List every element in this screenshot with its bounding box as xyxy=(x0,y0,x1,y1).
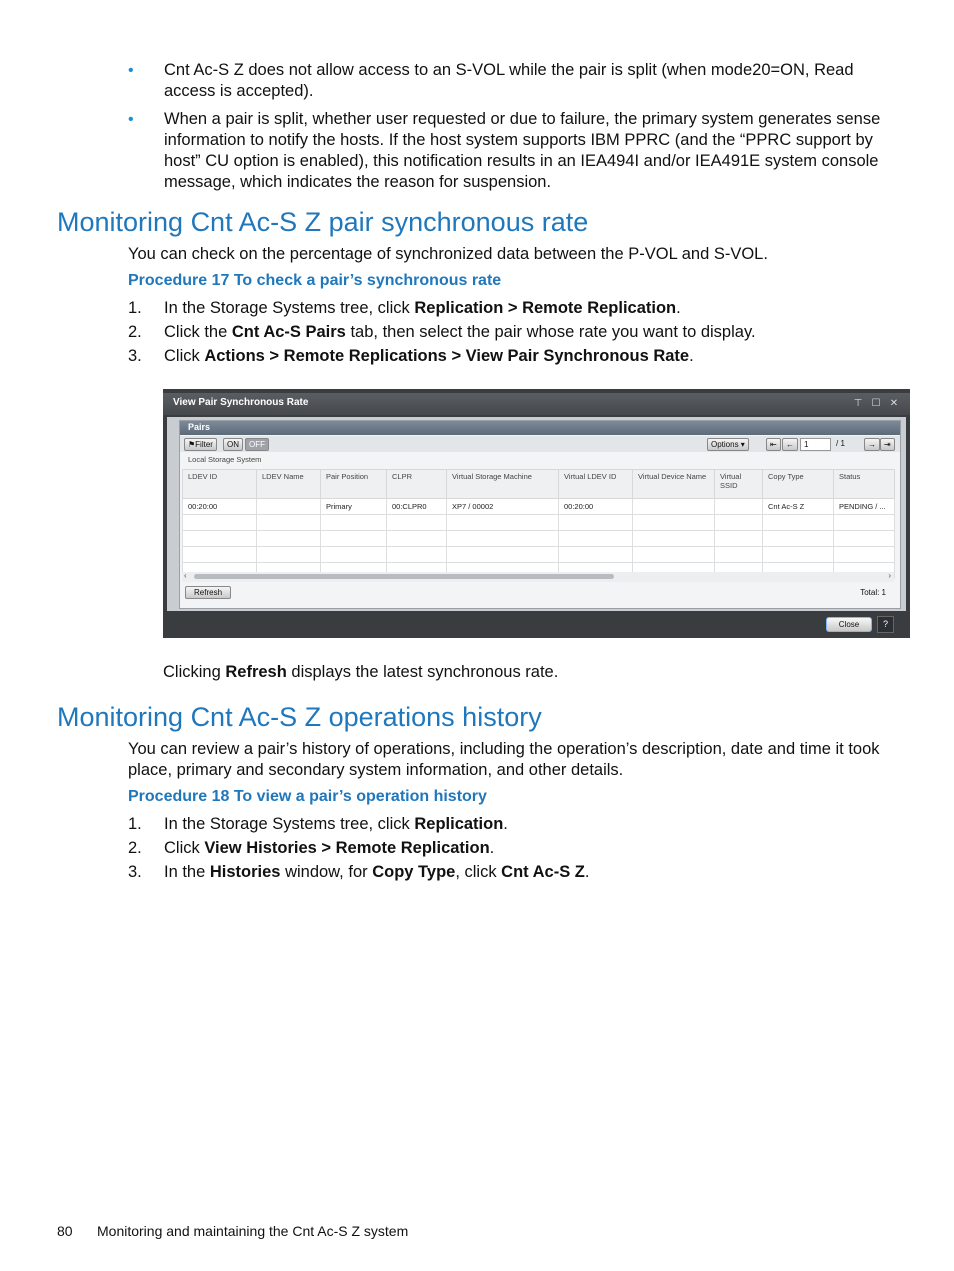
table-cell: Cnt Ac-S Z xyxy=(763,499,834,515)
scrollbar-thumb[interactable] xyxy=(194,574,614,579)
table-cell: Primary xyxy=(321,499,387,515)
bullet-list xyxy=(128,60,888,200)
first-page-icon[interactable]: ⇤ xyxy=(766,438,781,451)
column-header[interactable]: CLPR xyxy=(387,470,447,499)
table-header-row xyxy=(183,470,895,499)
table-cell xyxy=(257,499,321,515)
bullet-item: • When a pair is split, whether user requested or due to failure, the primary system generates sense information to notify the hosts. If the host system supports IBM PPRC (and the “PPRC support by host” CU option is enabled), this notification results in an IEA494I and/or IEA491E system console message, which indicates the reason for suspension. xyxy=(128,110,881,191)
section-intro: You can review a pair’s history of operations, including the operation’s description, date and time it took place, primary and secondary system information, and other details. xyxy=(128,740,880,779)
column-header[interactable]: Pair Position xyxy=(321,470,387,499)
help-icon[interactable]: ? xyxy=(877,616,894,633)
procedure-title: Procedure 17 To check a pair’s synchronous rate xyxy=(128,272,502,289)
table-cell: 00:CLPR0 xyxy=(387,499,447,515)
bullet-dot-icon: • xyxy=(128,111,134,128)
dialog-body xyxy=(167,417,906,611)
table-cell: XP7 / 00002 xyxy=(447,499,559,515)
step-item: 3. In the Histories window, for Copy Type, click Cnt Ac-S Z. xyxy=(128,863,590,881)
table-cell: 00:20:00 xyxy=(183,499,257,515)
column-header[interactable]: Virtual Device Name xyxy=(633,470,715,499)
prev-page-icon[interactable]: ← xyxy=(782,438,798,451)
table-cell: PENDING / ... xyxy=(834,499,895,515)
procedure-steps xyxy=(128,814,888,886)
step-item: 3. Click Actions > Remote Replications > View Pair Synchronous Rate. xyxy=(128,347,694,365)
bullet-dot-icon: • xyxy=(128,62,134,79)
local-storage-system-label: Local Storage System xyxy=(188,455,262,464)
horizontal-scrollbar[interactable] xyxy=(182,572,894,582)
pairs-table xyxy=(182,469,895,579)
section-heading-sync-rate: Monitoring Cnt Ac-S Z pair synchronous rate xyxy=(57,207,589,237)
pairs-panel-header: Pairs xyxy=(180,421,900,435)
options-dropdown[interactable]: Options ▾ xyxy=(707,438,749,451)
step-item: 1. In the Storage Systems tree, click Replication > Remote Replication. xyxy=(128,299,681,317)
table-cell xyxy=(715,499,763,515)
filter-button[interactable]: ⚑Filter xyxy=(184,438,217,451)
step-item: 2. Click View Histories > Remote Replication. xyxy=(128,839,495,857)
maximize-icon[interactable]: ☐ xyxy=(871,398,881,409)
column-header[interactable]: Status xyxy=(834,470,895,499)
column-header[interactable]: LDEV ID xyxy=(183,470,257,499)
dialog-title-bar: View Pair Synchronous Rate ⊤ ☐ ✕ xyxy=(163,393,910,415)
scroll-right-icon[interactable]: › xyxy=(888,571,891,580)
column-header[interactable]: Virtual LDEV ID xyxy=(559,470,633,499)
filter-off-toggle[interactable]: OFF xyxy=(245,438,269,451)
page-number-input[interactable]: 1 xyxy=(800,438,831,451)
scroll-left-icon[interactable]: ‹ xyxy=(184,571,187,580)
step-item: 1. In the Storage Systems tree, click Replication. xyxy=(128,815,508,833)
pin-icon[interactable]: ⊤ xyxy=(853,398,863,409)
column-header[interactable]: Virtual Storage Machine xyxy=(447,470,559,499)
section-intro: You can check on the percentage of synchronized data between the P-VOL and S-VOL. xyxy=(128,245,768,263)
table-cell: 00:20:00 xyxy=(559,499,633,515)
close-button[interactable]: Close xyxy=(826,617,872,632)
section-heading-operations-history: Monitoring Cnt Ac-S Z operations history xyxy=(57,702,542,732)
bullet-item: • Cnt Ac-S Z does not allow access to an S-VOL while the pair is split (when mode20=ON, Read access is accepted). xyxy=(128,61,854,100)
procedure-steps xyxy=(128,298,888,370)
table-row xyxy=(183,515,895,531)
table-cell xyxy=(633,499,715,515)
column-header[interactable]: Copy Type xyxy=(763,470,834,499)
table-row xyxy=(183,531,895,547)
last-page-icon[interactable]: ⇥ xyxy=(880,438,895,451)
pairs-toolbar xyxy=(180,436,900,452)
close-icon[interactable]: ✕ xyxy=(889,398,899,409)
procedure-title: Procedure 18 To view a pair’s operation history xyxy=(128,788,487,805)
filter-on-toggle[interactable]: ON xyxy=(223,438,243,451)
refresh-button[interactable]: Refresh xyxy=(185,586,231,599)
footer-text: Monitoring and maintaining the Cnt Ac-S Z system xyxy=(97,1223,409,1239)
step-item: 2. Click the Cnt Ac-S Pairs tab, then select the pair whose rate you want to display. xyxy=(128,323,756,341)
pairs-panel xyxy=(179,420,901,609)
total-count: Total: 1 xyxy=(860,588,886,597)
view-pair-sync-rate-dialog xyxy=(163,389,910,638)
table-row xyxy=(183,547,895,563)
refresh-note: Clicking Refresh displays the latest synchronous rate. xyxy=(163,663,559,681)
column-header[interactable]: LDEV Name xyxy=(257,470,321,499)
next-page-icon[interactable]: → xyxy=(864,438,880,451)
page-footer xyxy=(57,1223,408,1239)
dialog-footer xyxy=(163,611,910,638)
page-total: / 1 xyxy=(836,439,845,448)
page-number: 80 xyxy=(57,1223,73,1239)
column-header[interactable]: Virtual SSID xyxy=(715,470,763,499)
table-row[interactable] xyxy=(183,499,895,515)
